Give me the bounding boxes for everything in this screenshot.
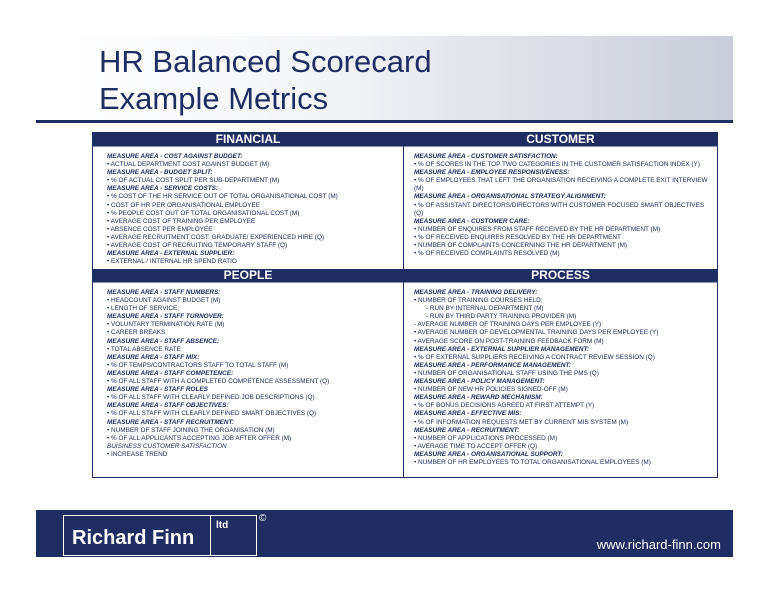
title-line-2: Example Metrics <box>99 81 329 116</box>
quadrant-body-people <box>107 289 399 459</box>
measure-area-heading: MEASURE AREA - EXTERNAL SUPPLIER MANAGEMENT: <box>414 345 590 353</box>
metric-item: • LENGTH OF SERVICE; <box>107 305 180 313</box>
quadrant-title-people: PEOPLE <box>93 269 403 283</box>
quadrant-title-customer: CUSTOMER <box>404 133 717 147</box>
header-rule <box>36 120 733 123</box>
measure-area-heading: MEASURE AREA - STAFF ROLES <box>107 386 208 394</box>
metric-item: • NUMBER OF STAFF JOINING THE ORGANISATION (M) <box>107 426 275 434</box>
metric-subitem: - RUN BY INTERNAL DEPARTMENT (M) <box>426 305 544 313</box>
metric-item: • % OF ASSISTANT DIRECTORS/DIRECTORS WITH CUSTOMER FOCUSED SMART OBJECTIVES (Q) <box>414 201 705 217</box>
measure-area-heading: MEASURE AREA - STAFF TURNOVER: <box>107 313 224 321</box>
metric-item: • COST OF HR PER ORGANISATIONAL EMPLOYEE <box>107 201 261 209</box>
metric-item: • % OF ALL STAFF WITH CLEARLY DEFINED SMART OBJECTIVES (Q) <box>107 410 317 418</box>
quadrant-body-financial <box>107 153 399 266</box>
measure-area-heading: MEASURE AREA - CUSTOMER CARE: <box>414 217 530 225</box>
measure-area-heading: MEASURE AREA - SERVICE COSTS: <box>107 185 219 193</box>
metric-item: • NUMBER OF TRAINING COURSES HELD; <box>414 297 543 305</box>
quadrant-title-process: PROCESS <box>404 269 717 283</box>
metric-item: • % OF ALL STAFF WITH CLEARLY DEFINED JOB DESCRIPTIONS (Q) <box>107 394 315 402</box>
quadrant-process <box>404 269 717 477</box>
title-line-1: HR Balanced Scorecard <box>99 44 432 79</box>
metric-item: • % OF BONUS DECISIONS AGREED AT FIRST ATTEMPT (Y) <box>414 402 595 410</box>
metric-item: - AVERAGE NUMBER OF TRAINING DAYS PER EMPLOYEE (Y) <box>414 321 602 329</box>
metric-item: • ACTUAL DEPARTMENT COST AGAINST BUDGET (M) <box>107 161 270 169</box>
metric-item: • % OF RECEIVED ENQUIRES RESOLVED BY THE HR DEPARTMENT <box>414 233 621 241</box>
metric-item: • % COST OF THE HR SERVICE OUT OF TOTAL ORGANISATIONAL COST (M) <box>107 193 338 201</box>
slide <box>36 36 733 557</box>
metric-item: • NUMBER OF APPLICATIONS PROCESSED (M) <box>414 434 558 442</box>
measure-area-heading: MEASURE AREA - TRAINING DELIVERY: <box>414 289 538 296</box>
metric-item: • HEADCOUNT AGAINST BUDGET (M) <box>107 297 221 305</box>
measure-area-heading: MEASURE AREA - CUSTOMER SATISFACTION: <box>414 153 558 160</box>
metric-item: • AVERAGE NUMBER OF DEVELOPMENTAL TRAINING DAYS PER EMPLOYEE (Y) <box>414 329 659 337</box>
metric-item: • NUMBER OF COMPLAINTS CONCERNING THE HR DEPARTMENT (M) <box>414 242 628 250</box>
measure-area-heading: MEASURE AREA - BUDGET SPLIT: <box>107 169 213 177</box>
metric-item: • % OF TEMPS/CONTRACTORS STAFF TO TOTAL STAFF (M) <box>107 361 289 369</box>
measure-area-heading: MEASURE AREA - EXTERNAL SUPPLIER: <box>107 250 235 258</box>
metric-item: • CAREER BREAKS <box>107 329 166 337</box>
measure-area-heading: MEASURE AREA - STAFF MIX: <box>107 353 200 361</box>
slide-title <box>99 43 432 117</box>
measure-area-heading: MEASURE AREA - PERFORMANCE MANAGEMENT: <box>414 361 572 369</box>
measure-area-heading: MEASURE AREA - STAFF RECRUITMENT: <box>107 418 235 426</box>
metric-item: • % OF EXTERNAL SUPPLIERS RECEIVING A CONTRACT REVIEW SESSION (Q) <box>414 353 655 361</box>
metric-item: • ABSENCE COST PER EMPLOYEE <box>107 225 213 233</box>
measure-area-heading: MEASURE AREA - REWARD MECHANISM: <box>414 394 543 402</box>
measure-area-heading: MEASURE AREA - STAFF NUMBERS: <box>107 289 221 296</box>
measure-area-heading: MEASURE AREA - COST AGAINST BUDGET: <box>107 153 243 160</box>
metric-item: • AVERAGE COST OF TRAINING PER EMPLOYEE <box>107 217 256 225</box>
quadrant-body-customer <box>414 153 713 258</box>
quadrant-body-process <box>414 289 713 467</box>
metric-item: • % OF SCORES IN THE TOP TWO CATEGORIES IN THE CUSTOMER SATISFACTION INDEX (Y) <box>414 161 700 169</box>
copyright-symbol: © <box>259 513 267 524</box>
metric-item: • % OF RECEIVED COMPLAINTS RESOLVED (M) <box>414 250 560 258</box>
metric-item: • % PEOPLE COST OUT OF TOTAL ORGANISATIONAL COST (M) <box>107 209 300 217</box>
measure-area-heading: MEASURE AREA - STAFF OBJECTIVES: <box>107 402 229 410</box>
metric-item: • NUMBER OF ENQUIRES FROM STAFF RECEIVED BY THE HR DEPARTMENT (M) <box>414 225 661 233</box>
metric-item: • AVERAGE COST OF RECRUITING TEMPORARY STAFF (Q) <box>107 242 288 250</box>
metric-item: • AVERAGE RECRUITMENT COST: GRADUATE/ EXPERIENCED HIRE (Q) <box>107 233 325 241</box>
metric-item: • NUMBER OF HR EMPLOYEES TO TOTAL ORGANISATIONAL EMPLOYEES (M) <box>414 458 651 466</box>
quadrant-financial <box>93 133 403 268</box>
metric-item: • % OF ALL APPLICANTS ACCEPTING JOB AFTER OFFER (M) <box>107 434 292 442</box>
scorecard-grid <box>92 132 718 478</box>
measure-area-heading: MEASURE AREA - EFFECTIVE MIS: <box>414 410 522 418</box>
metric-item: • % OF ALL STAFF WITH A COMPLETED COMPETENCE ASSESSMENT (Q) <box>107 378 330 386</box>
metric-item: • NUMBER OF NEW HR POLICIES SIGNED-OFF (M) <box>414 386 568 394</box>
metric-item: • TOTAL ABSENCE RATE <box>107 345 181 353</box>
metric-item: • % OF ACTUAL COST SPLIT PER SUB-DEPARTMENT (M) <box>107 177 280 185</box>
measure-area-heading: MEASURE AREA - EMPLOYEE RESPONSIVENESS: <box>414 169 570 177</box>
metric-item: • % OF INFORMATION REQUESTS MET BY CURRENT MIS SYSTEM (M) <box>414 418 629 426</box>
grid-divider <box>403 133 404 477</box>
metric-item: • EXTERNAL / INTERNAL HR SPEND RATIO <box>107 258 237 266</box>
footer-bar <box>36 510 733 557</box>
metric-item: • INCREASE TREND <box>107 450 168 458</box>
measure-area-heading: MEASURE AREA - ORGANISATIONAL STRATEGY ALIGNMENT: <box>414 193 606 201</box>
measure-area-heading: MEASURE AREA - STAFF ABSENCE: <box>107 337 220 345</box>
metric-item: • NUMBER OF ORGANISATIONAL STAFF USING THE PMS (Q) <box>414 369 599 377</box>
metric-item: • AVERAGE SCORE ON POST-TRAINING FEEDBACK FORM (M) <box>414 337 604 345</box>
metric-subitem: - RUN BY THIRD PARTY TRAINING PROVIDER (M) <box>426 313 577 321</box>
measure-area-heading: MEASURE AREA - ORGANISATIONAL SUPPORT: <box>414 450 563 458</box>
metric-item: • VOLUNTARY TERMINATION RATE (M) <box>107 321 225 329</box>
measure-area-heading: MEASURE AREA - RECRUITMENT: <box>414 426 520 434</box>
logo-name: Richard Finn <box>72 527 195 549</box>
quadrant-people <box>93 269 403 477</box>
metric-item: • AVERAGE TIME TO ACCEPT OFFER (Q) <box>414 442 538 450</box>
company-logo <box>63 515 257 556</box>
quadrant-title-financial: FINANCIAL <box>93 133 403 147</box>
measure-area-heading: MEASURE AREA - STAFF COMPETENCE: <box>107 369 234 377</box>
logo-suffix: ltd <box>216 520 229 531</box>
measure-area-heading: MEASURE AREA - POLICY MANAGEMENT: <box>414 378 545 386</box>
quadrant-customer <box>404 133 717 268</box>
metric-item: • % OF EMPLOYEES THAT LEFT THE ORGANISATION RECEIVING A COMPLETE EXIT INTERVIEW (M) <box>414 177 708 193</box>
measure-area-heading: BUISINESS CUSTOMER SATISFACTION <box>107 442 227 450</box>
website-url: www.richard-finn.com <box>596 537 721 552</box>
logo-divider <box>210 516 211 555</box>
